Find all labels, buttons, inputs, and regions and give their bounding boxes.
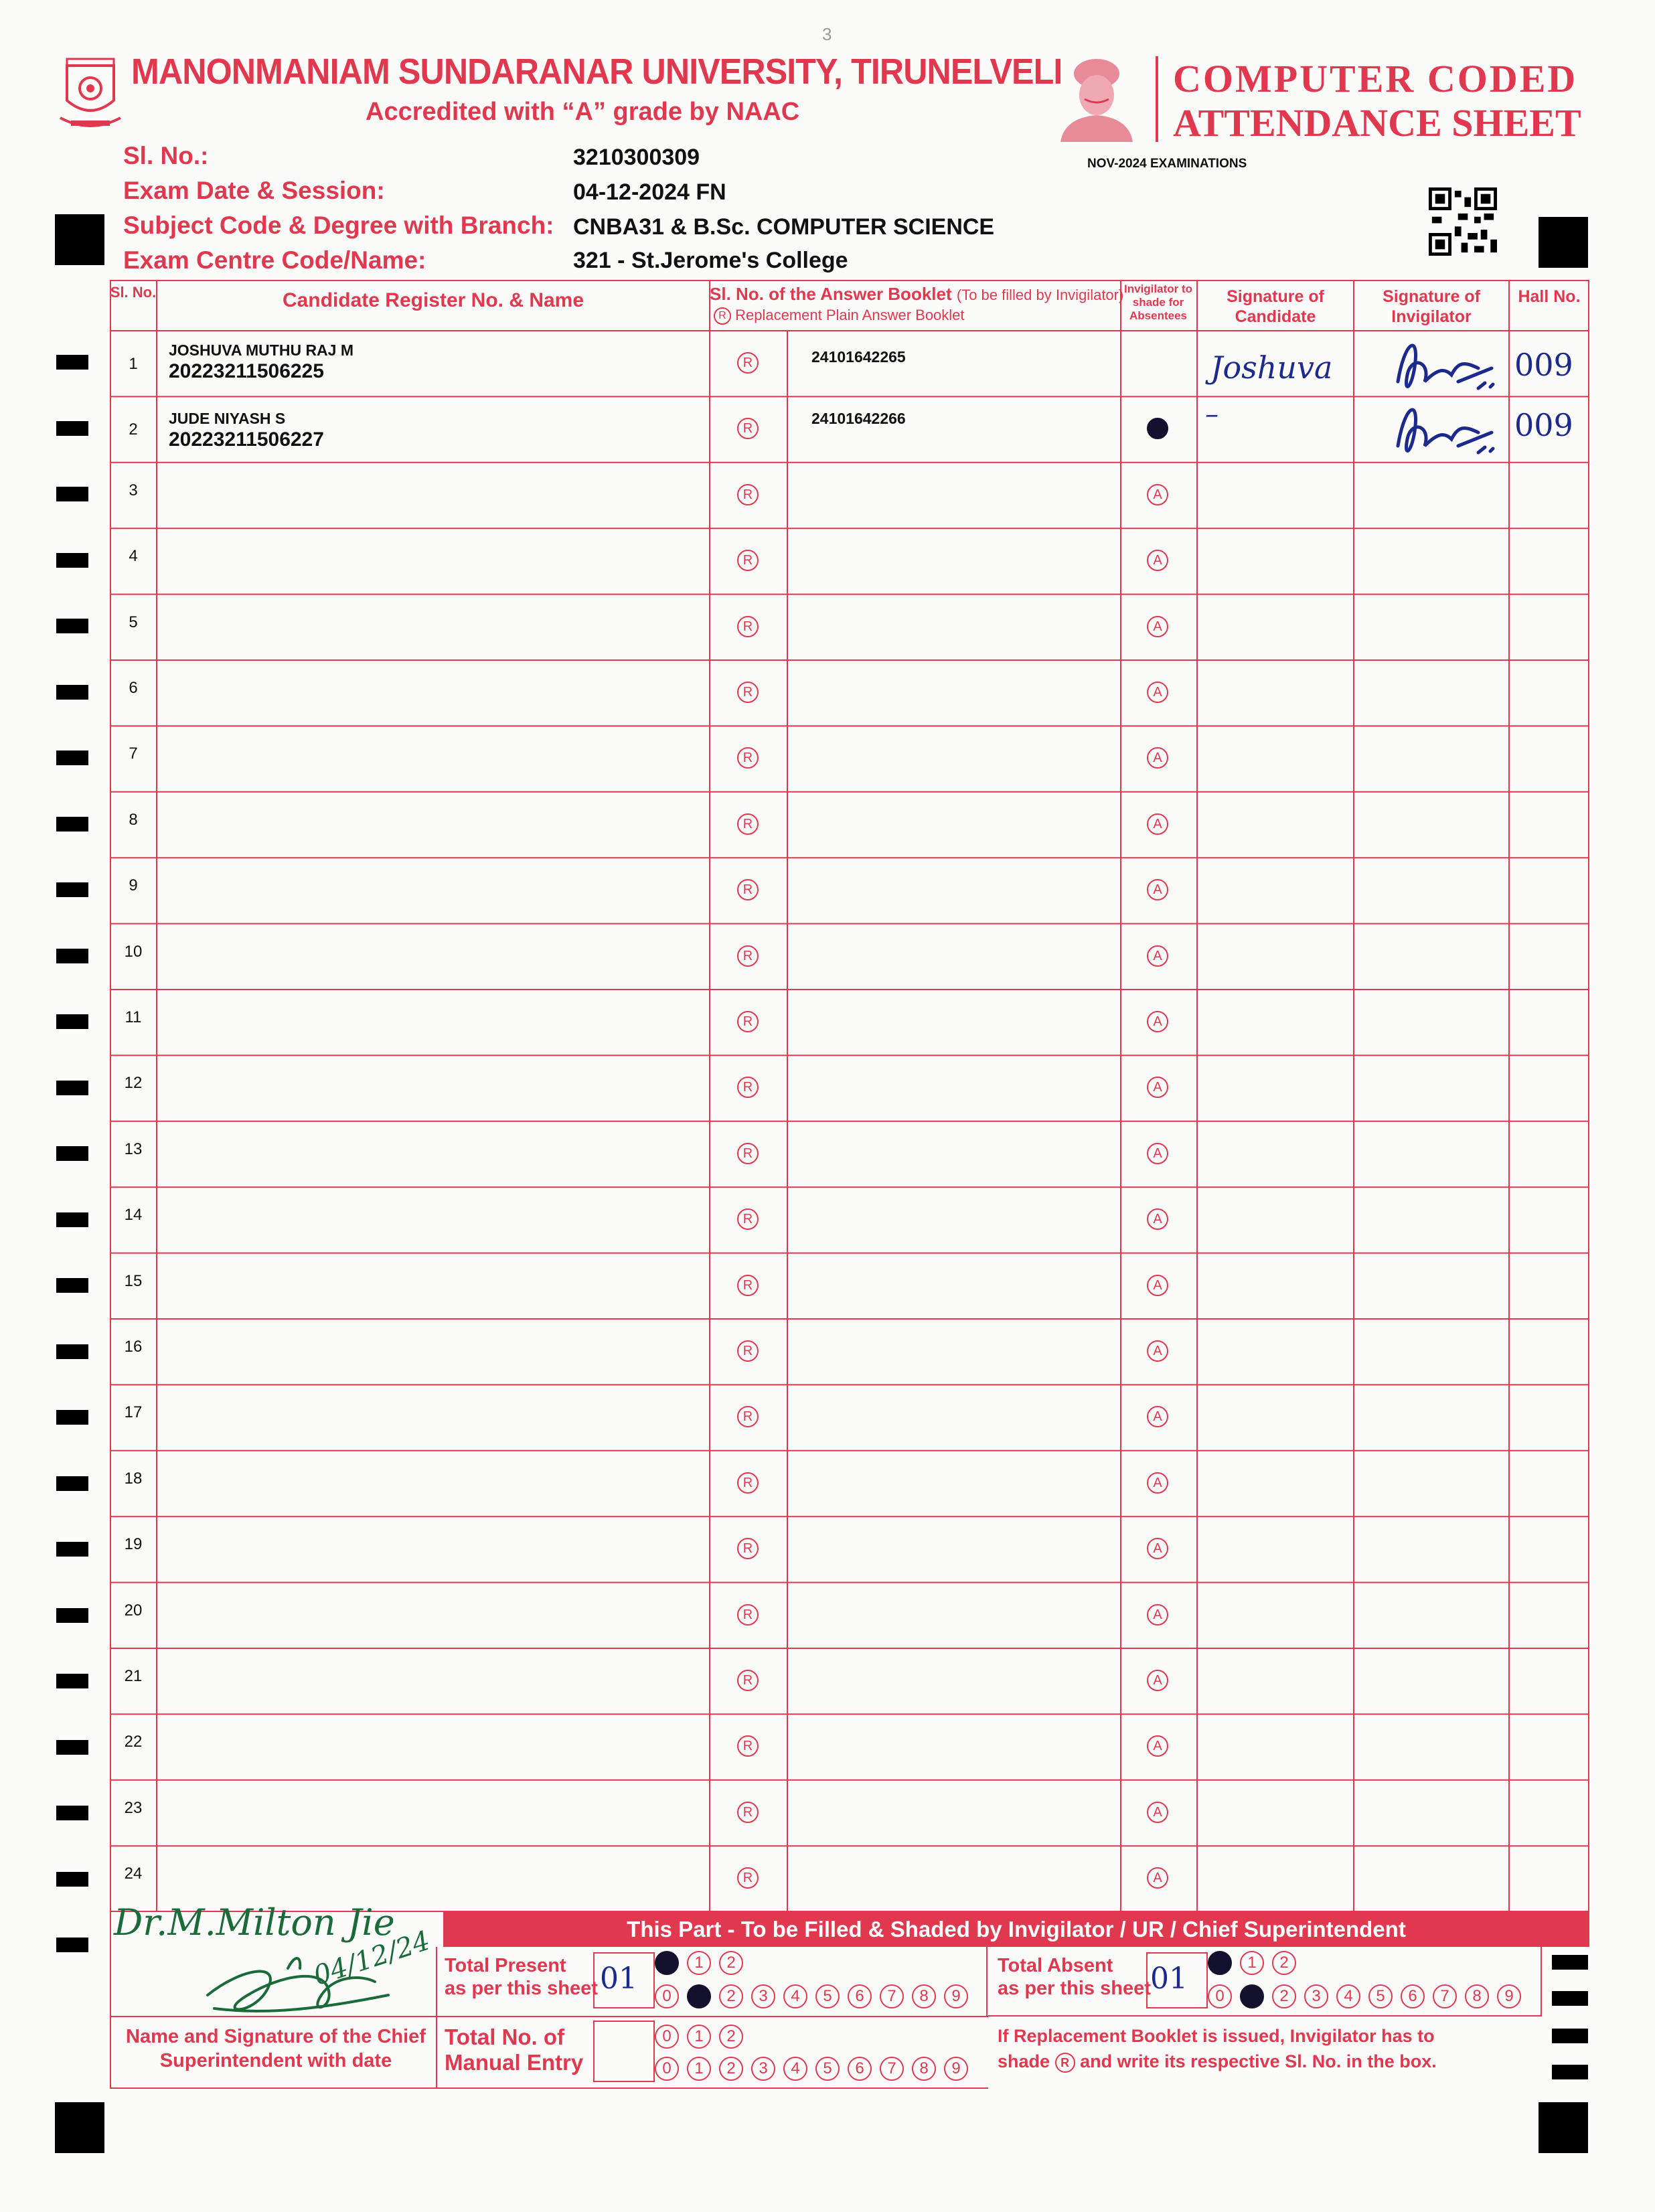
row-number: 15: [124, 1271, 143, 1290]
units-bubble[interactable]: 4: [1336, 1984, 1360, 2008]
timing-mark: [56, 1476, 88, 1491]
sheet-title-line2: ATTENDANCE SHEET: [1173, 101, 1581, 145]
booklet-number: 24101642266: [811, 410, 906, 427]
units-bubble[interactable]: 8: [912, 2057, 936, 2081]
units-bubble[interactable]: 6: [1401, 1984, 1425, 2008]
replacement-bubble[interactable]: R: [737, 1670, 759, 1691]
absent-bubble[interactable]: A: [1147, 945, 1168, 967]
units-bubble[interactable]: 7: [880, 2057, 904, 2081]
timing-mark: [56, 619, 88, 633]
replacement-bubble[interactable]: R: [737, 1406, 759, 1427]
manual-entry-label: Total No. of: [445, 2025, 565, 2049]
page-mark: 3: [822, 24, 832, 44]
timing-mark: [56, 1410, 88, 1425]
hall-number: 009: [1514, 347, 1573, 383]
timing-mark: [56, 1806, 88, 1820]
header-candidate: Candidate Register No. & Name: [282, 289, 584, 311]
replacement-symbol-icon: R: [1055, 2053, 1075, 2073]
timing-mark: [56, 355, 88, 370]
replacement-bubble[interactable]: R: [737, 1735, 759, 1757]
field-value-date: 04-12-2024 FN: [573, 179, 726, 205]
row-number: 24: [124, 1865, 143, 1883]
row-number: 9: [129, 876, 138, 895]
footer-band-title: This Part - To be Filled & Shaded by Invigilator / UR / Chief Superintendent: [443, 1912, 1589, 1947]
row-number: 4: [129, 547, 138, 566]
row-number: 21: [124, 1667, 143, 1685]
row-number: 19: [124, 1535, 143, 1554]
candidate-reg-no: 20223211506225: [169, 360, 324, 382]
replacement-bubble[interactable]: R: [737, 484, 759, 505]
units-bubble[interactable]: 5: [815, 1984, 840, 2008]
university-name: MANONMANIAM SUNDARANAR UNIVERSITY, TIRUNELVELI: [131, 52, 1062, 92]
registration-mark: [55, 2102, 104, 2153]
replacement-bubble[interactable]: R: [737, 1472, 759, 1494]
replacement-bubble[interactable]: R: [737, 550, 759, 571]
absent-bubble[interactable]: A: [1147, 813, 1168, 835]
absent-bubble[interactable]: A: [1147, 1208, 1168, 1230]
absent-bubble[interactable]: A: [1147, 747, 1168, 769]
row-number: 6: [129, 679, 138, 697]
replacement-bubble[interactable]: R: [737, 945, 759, 967]
total-present-label-2: as per this sheet: [445, 1978, 598, 1999]
replacement-symbol-icon: R: [714, 307, 731, 325]
field-value-slno: 3210300309: [573, 145, 700, 170]
absent-bubble[interactable]: A: [1147, 1670, 1168, 1691]
chief-superintendent-date: 04/12/24: [309, 1925, 434, 1992]
units-bubble[interactable]: 2: [1272, 1984, 1296, 2008]
header-sig-invigilator: Signature of Invigilator: [1383, 287, 1480, 326]
timing-mark: [1552, 1955, 1588, 1970]
row-number: 3: [129, 481, 138, 499]
row-number: 10: [124, 942, 143, 961]
header-divider: [1156, 56, 1158, 142]
exam-tag: NOV-2024 EXAMINATIONS: [1087, 157, 1247, 171]
units-bubble[interactable]: 1: [687, 2057, 711, 2081]
row-number: 17: [124, 1403, 143, 1422]
total-present-label: Total Present: [445, 1955, 566, 1976]
candidate-name: JUDE NIYASH S: [169, 410, 286, 427]
timing-mark: [1552, 2029, 1588, 2043]
invigilator-signature: [1391, 399, 1505, 466]
timing-mark: [56, 1608, 88, 1623]
replacement-bubble[interactable]: R: [737, 1208, 759, 1230]
replacement-bubble[interactable]: R: [737, 1867, 759, 1889]
row-number: 14: [124, 1206, 143, 1224]
booklet-number: 24101642265: [811, 348, 906, 366]
hall-number: 009: [1514, 407, 1573, 443]
timing-mark: [1552, 1991, 1588, 2006]
timing-mark: [56, 1938, 88, 1952]
row-number: 5: [129, 613, 138, 631]
units-bubble[interactable]: 3: [751, 1984, 775, 2008]
qr-code-icon: [1429, 187, 1497, 256]
replacement-bubble[interactable]: R: [737, 682, 759, 703]
row-number: 18: [124, 1469, 143, 1488]
units-bubble[interactable]: 1: [687, 1984, 711, 2008]
timing-mark: [56, 685, 88, 700]
timing-mark: [56, 1344, 88, 1359]
absent-bubble[interactable]: A: [1147, 1077, 1168, 1098]
replacement-bubble[interactable]: R: [737, 879, 759, 900]
replacement-bubble[interactable]: R: [737, 1077, 759, 1098]
header-booklet-sub: [714, 307, 1115, 325]
header-booklet-sub-text: Replacement Plain Answer Booklet: [735, 307, 965, 323]
absent-bubble[interactable]: A: [1147, 1735, 1168, 1757]
founder-portrait-icon: [1055, 54, 1138, 142]
replacement-bubble[interactable]: R: [737, 1275, 759, 1296]
replacement-note-rest: and write its respective Sl. No. in the box.: [1080, 2051, 1437, 2071]
header-absentee: Invigilator to shade for Absentees: [1124, 283, 1192, 322]
header-booklet: [710, 284, 1124, 305]
units-bubble[interactable]: 2: [719, 2057, 743, 2081]
timing-mark: [56, 882, 88, 897]
row-number: 2: [129, 420, 138, 439]
replacement-bubble[interactable]: R: [737, 616, 759, 637]
absent-bubble[interactable]: A: [1147, 1340, 1168, 1362]
timing-mark: [56, 1081, 88, 1095]
timing-mark: [56, 1014, 88, 1029]
row-number: 7: [129, 744, 138, 763]
row-number: 1: [129, 355, 138, 373]
row-number: 12: [124, 1074, 143, 1093]
field-value-centre: 321 - St.Jerome's College: [573, 248, 848, 273]
row-number: 23: [124, 1798, 143, 1817]
registration-mark: [1539, 217, 1588, 268]
row-number: 11: [125, 1008, 142, 1026]
units-bubble[interactable]: 4: [783, 2057, 807, 2081]
absent-bubble[interactable]: A: [1147, 682, 1168, 703]
tens-bubble[interactable]: 2: [1272, 1951, 1296, 1975]
candidate-name: JOSHUVA MUTHU RAJ M: [169, 341, 354, 359]
units-bubble[interactable]: 9: [1497, 1984, 1521, 2008]
absent-bubble[interactable]: A: [1147, 484, 1168, 505]
timing-mark: [56, 817, 88, 832]
candidate-reg-no: 20223211506227: [169, 428, 324, 451]
invigilator-signature: [1391, 335, 1505, 402]
row-number: 13: [124, 1139, 143, 1158]
tens-bubble[interactable]: 1: [687, 2025, 711, 2049]
total-absent-label: Total Absent: [998, 1955, 1113, 1976]
timing-mark: [56, 553, 88, 568]
replacement-note-line2: [998, 2051, 1437, 2073]
replacement-bubble[interactable]: R: [737, 1538, 759, 1559]
units-bubble[interactable]: 0: [655, 2057, 679, 2081]
timing-mark: [56, 1542, 88, 1557]
absent-bubble[interactable]: A: [1147, 1802, 1168, 1823]
tens-bubble[interactable]: 1: [1240, 1951, 1264, 1975]
timing-mark: [56, 949, 88, 963]
timing-mark: [56, 1740, 88, 1755]
absent-bubble[interactable]: A: [1147, 1604, 1168, 1626]
units-bubble[interactable]: 7: [1433, 1984, 1457, 2008]
registration-mark: [1539, 2102, 1588, 2153]
chief-superintendent-name: Dr.M.Milton Jie: [114, 1901, 395, 1944]
units-bubble[interactable]: 5: [1368, 1984, 1393, 2008]
header-slno: Sl. No.: [110, 284, 157, 301]
units-bubble[interactable]: 3: [1304, 1984, 1328, 2008]
units-bubble[interactable]: 9: [944, 2057, 968, 2081]
absent-bubble[interactable]: A: [1147, 1867, 1168, 1889]
row-number: 20: [124, 1601, 143, 1620]
total-absent-label-2: as per this sheet: [998, 1978, 1151, 1999]
replacement-note-line1: If Replacement Booklet is issued, Invigilator has to: [998, 2026, 1435, 2046]
units-bubble[interactable]: 9: [944, 1984, 968, 2008]
header-booklet-main: Sl. No. of the Answer Booklet: [710, 284, 952, 304]
tens-bubble[interactable]: 2: [719, 1951, 743, 1975]
row-number: 22: [124, 1733, 143, 1751]
replacement-bubble[interactable]: R: [737, 352, 759, 374]
units-bubble[interactable]: 8: [912, 1984, 936, 2008]
timing-mark: [1552, 2065, 1588, 2079]
field-label-date: Exam Date & Session:: [123, 177, 385, 204]
manual-entry-box[interactable]: [593, 2021, 655, 2082]
field-value-subject: CNBA31 & B.Sc. COMPUTER SCIENCE: [573, 214, 995, 240]
sheet-title-line1: COMPUTER CODED: [1173, 57, 1578, 100]
units-bubble[interactable]: 4: [783, 1984, 807, 2008]
accreditation-text: Accredited with “A” grade by NAAC: [366, 98, 800, 126]
timing-mark: [56, 1278, 88, 1293]
row-number: 16: [124, 1338, 143, 1356]
units-bubble[interactable]: 7: [880, 1984, 904, 2008]
field-label-slno: Sl. No.:: [123, 142, 209, 169]
tens-bubble[interactable]: 0: [1208, 1951, 1232, 1975]
units-bubble[interactable]: 0: [1208, 1984, 1232, 2008]
manual-entry-label-2: Manual Entry: [445, 2050, 584, 2075]
header-sig-candidate: Signature of Candidate: [1227, 287, 1324, 326]
timing-mark: [56, 1146, 88, 1161]
timing-mark: [56, 1212, 88, 1227]
absent-bubble[interactable]: A: [1147, 550, 1168, 571]
absent-bubble[interactable]: A: [1147, 616, 1168, 637]
field-label-centre: Exam Centre Code/Name:: [123, 246, 426, 274]
units-bubble[interactable]: 8: [1465, 1984, 1489, 2008]
units-bubble[interactable]: 3: [751, 2057, 775, 2081]
tens-bubble[interactable]: 1: [687, 1951, 711, 1975]
units-bubble[interactable]: 2: [719, 1984, 743, 2008]
registration-mark: [55, 214, 104, 265]
replacement-bubble[interactable]: R: [737, 1143, 759, 1164]
tens-bubble[interactable]: 2: [719, 2025, 743, 2049]
timing-mark: [56, 1872, 88, 1887]
tens-bubble[interactable]: 0: [655, 2025, 679, 2049]
candidate-signature: Joshuva: [1210, 349, 1333, 386]
header-hall: Hall No.: [1518, 287, 1581, 306]
absent-bubble[interactable]: A: [1147, 879, 1168, 900]
absent-bubble[interactable]: A: [1147, 418, 1168, 439]
absent-bubble[interactable]: A: [1147, 1406, 1168, 1427]
replacement-bubble[interactable]: R: [737, 1011, 759, 1032]
replacement-bubble[interactable]: R: [737, 418, 759, 439]
absent-bubble[interactable]: A: [1147, 1472, 1168, 1494]
replacement-bubble[interactable]: R: [737, 813, 759, 835]
row-number: 8: [129, 810, 138, 829]
units-bubble[interactable]: 6: [848, 2057, 872, 2081]
replacement-note-shade: shade: [998, 2051, 1050, 2071]
replacement-bubble[interactable]: R: [737, 1802, 759, 1823]
total-present-value: 01: [600, 1962, 637, 1996]
replacement-bubble[interactable]: R: [737, 747, 759, 769]
chief-superintendent-caption: Name and Signature of the Chief Superintendent with date: [126, 2026, 426, 2071]
timing-mark: [56, 750, 88, 765]
units-bubble[interactable]: 6: [848, 1984, 872, 2008]
tens-bubble[interactable]: 0: [655, 1951, 679, 1975]
total-absent-value: 01: [1150, 1962, 1188, 1996]
replacement-bubble[interactable]: R: [737, 1340, 759, 1362]
attendance-table-grid: [110, 280, 1589, 1912]
candidate-signature: –: [1205, 399, 1218, 430]
replacement-bubble[interactable]: R: [737, 1604, 759, 1626]
timing-mark: [56, 487, 88, 501]
units-bubble[interactable]: 0: [655, 1984, 679, 2008]
timing-mark: [56, 421, 88, 436]
absent-bubble[interactable]: A: [1147, 1143, 1168, 1164]
timing-mark: [56, 1674, 88, 1688]
units-bubble[interactable]: 1: [1240, 1984, 1264, 2008]
units-bubble[interactable]: 5: [815, 2057, 840, 2081]
header-booklet-note: (To be filled by Invigilator): [956, 287, 1124, 303]
field-label-subject: Subject Code & Degree with Branch:: [123, 212, 554, 239]
university-emblem-icon: [58, 54, 123, 134]
absent-bubble[interactable]: A: [1147, 1011, 1168, 1032]
absent-bubble[interactable]: A: [1147, 1275, 1168, 1296]
absent-bubble[interactable]: A: [1147, 1538, 1168, 1559]
